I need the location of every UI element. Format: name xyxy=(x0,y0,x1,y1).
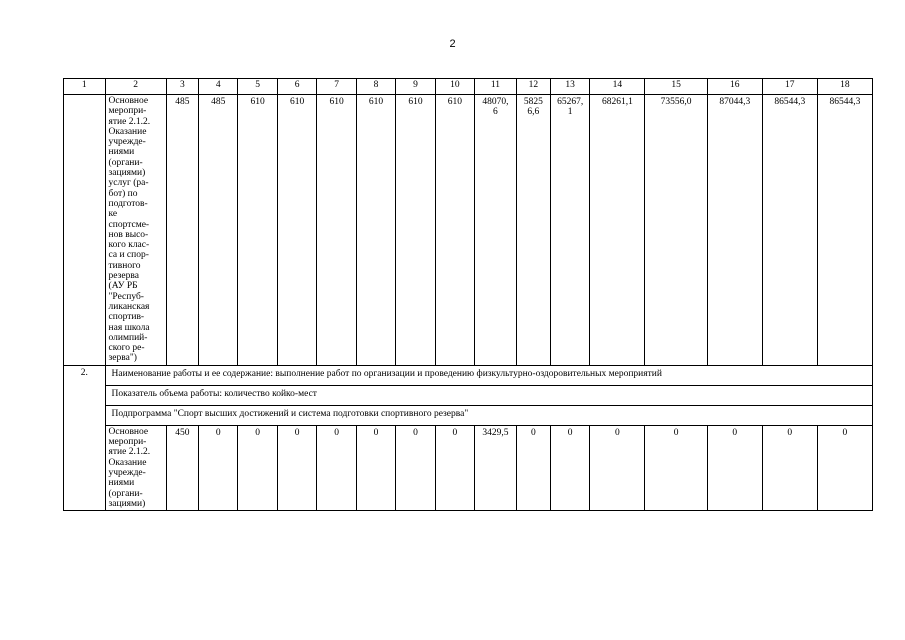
value-cell xyxy=(396,95,435,366)
name-line: кого клас- xyxy=(108,240,150,251)
name-line: (органи- xyxy=(108,488,143,499)
value-cell xyxy=(317,95,356,366)
value-text: 0 xyxy=(294,427,300,438)
value-cell xyxy=(817,95,872,366)
name-line: бот) по xyxy=(108,188,138,199)
name-line: ниями xyxy=(108,147,135,158)
name-line: Основное xyxy=(108,426,149,437)
value-cell xyxy=(550,95,589,366)
value-cell xyxy=(238,425,277,510)
value-cell xyxy=(277,425,316,510)
row-name xyxy=(105,95,166,366)
column-header: 6 xyxy=(277,79,316,95)
value-cell xyxy=(198,95,237,366)
column-header: 14 xyxy=(590,79,645,95)
name-line: спортсме- xyxy=(108,219,150,230)
value-cell xyxy=(238,95,277,366)
section-title-row xyxy=(64,365,873,385)
column-header: 10 xyxy=(435,79,474,95)
name-line: учрежде- xyxy=(108,467,146,478)
data-table xyxy=(63,78,873,511)
value-text: 0 xyxy=(255,427,261,438)
column-header: 9 xyxy=(396,79,435,95)
value-text: 0 xyxy=(732,427,738,438)
value-cell xyxy=(317,425,356,510)
name-line: ятие 2.1.2. xyxy=(108,447,151,458)
value-text: 86544,3 xyxy=(829,97,861,107)
table-row xyxy=(64,95,873,366)
value-text: 0 xyxy=(530,427,536,438)
value-text: 86544,3 xyxy=(774,97,806,107)
name-line: ная школа xyxy=(108,322,150,333)
name-line: подготов- xyxy=(108,198,148,209)
value-cell xyxy=(817,425,872,510)
value-text: 87044,3 xyxy=(719,97,751,107)
column-header: 15 xyxy=(645,79,707,95)
value-text: 3429,5 xyxy=(482,427,509,438)
value-text: 0 xyxy=(615,427,620,438)
name-line: ского ре- xyxy=(108,343,145,354)
value-text: 6,6 xyxy=(527,107,540,118)
value-text: 0 xyxy=(373,427,379,438)
value-text: 1 xyxy=(567,107,573,118)
column-header: 7 xyxy=(317,79,356,95)
name-line: тивного xyxy=(108,260,141,271)
value-text: 610 xyxy=(447,97,463,107)
value-text: 0 xyxy=(567,427,573,438)
column-header: 4 xyxy=(198,79,237,95)
value-text: 610 xyxy=(408,97,423,107)
value-text: 73556,0 xyxy=(660,97,692,107)
value-text: 0 xyxy=(215,427,221,438)
value-text: 48070, xyxy=(482,97,509,107)
value-cell xyxy=(475,425,517,510)
name-line: ятие 2.1.2. xyxy=(108,116,151,127)
name-line: резерва xyxy=(108,271,139,282)
subprogram-row xyxy=(64,405,873,425)
column-header: 11 xyxy=(475,79,517,95)
value-cell xyxy=(198,425,237,510)
value-cell xyxy=(707,425,762,510)
volume-indicator: Показатель объема работы: количество койко-мест xyxy=(105,385,872,405)
column-header: 5 xyxy=(238,79,277,95)
value-cell xyxy=(356,95,395,366)
table-row xyxy=(64,425,873,510)
name-line: Оказание xyxy=(108,126,147,137)
value-cell xyxy=(516,95,550,366)
name-line: Оказание xyxy=(108,457,147,468)
name-line: "Респуб- xyxy=(108,291,144,302)
column-header: 3 xyxy=(166,79,198,95)
value-text: 485 xyxy=(175,97,190,107)
value-cell xyxy=(707,95,762,366)
name-line: (АУ РБ xyxy=(108,281,138,292)
value-cell xyxy=(435,425,474,510)
name-line: ликанская xyxy=(108,301,150,312)
value-text: 0 xyxy=(787,427,793,438)
column-header: 13 xyxy=(550,79,589,95)
header-row xyxy=(64,79,873,95)
name-line: зерва") xyxy=(108,353,137,364)
value-cell xyxy=(762,425,817,510)
value-text: 0 xyxy=(452,427,458,438)
value-cell xyxy=(435,95,474,366)
row-index xyxy=(64,95,106,366)
name-line: са и спор- xyxy=(108,250,149,261)
value-cell xyxy=(550,425,589,510)
name-line: учрежде- xyxy=(108,137,146,148)
work-title: Наименование работы и ее содержание: выполнение работ по организации и проведению физкультурно-оздоровительных мероприятий xyxy=(105,365,872,385)
volume-indicator-row xyxy=(64,385,873,405)
column-header: 12 xyxy=(516,79,550,95)
value-text: 485 xyxy=(211,97,226,107)
name-line: спортив- xyxy=(108,312,145,323)
value-text: 6 xyxy=(493,107,498,118)
value-cell xyxy=(396,425,435,510)
value-text: 0 xyxy=(334,427,339,438)
name-line: меропри- xyxy=(108,106,147,117)
row-name xyxy=(105,425,166,510)
value-cell xyxy=(590,95,645,366)
name-line: олимпий- xyxy=(108,332,148,343)
column-header: 18 xyxy=(817,79,872,95)
value-text: 450 xyxy=(175,427,190,438)
value-text: 0 xyxy=(413,427,418,438)
name-line: меропри- xyxy=(108,437,147,448)
name-line: нов высо- xyxy=(108,229,149,240)
value-text: 5825 xyxy=(523,97,543,107)
name-line: Основное xyxy=(108,96,149,106)
value-text: 610 xyxy=(329,97,344,107)
name-line: зациями) xyxy=(108,168,146,179)
value-text: 0 xyxy=(673,427,679,438)
name-line: ке xyxy=(108,209,118,220)
name-line: ниями xyxy=(108,478,135,489)
value-text: 68261,1 xyxy=(601,97,633,107)
value-text: 610 xyxy=(289,97,305,107)
column-header: 17 xyxy=(762,79,817,95)
column-header: 16 xyxy=(707,79,762,95)
value-cell xyxy=(645,95,707,366)
page-number: 2 xyxy=(449,38,456,50)
name-line: услуг (ра- xyxy=(108,178,149,189)
value-cell xyxy=(166,95,198,366)
section-index: 2. xyxy=(64,365,106,510)
column-header: 8 xyxy=(356,79,395,95)
value-text: 610 xyxy=(250,97,265,107)
value-text: 65267, xyxy=(557,97,584,107)
value-cell xyxy=(166,425,198,510)
column-header: 1 xyxy=(64,79,106,95)
value-text: 0 xyxy=(842,427,848,438)
column-header: 2 xyxy=(105,79,166,95)
value-cell xyxy=(356,425,395,510)
value-cell xyxy=(516,425,550,510)
subprogram-title: Подпрограмма "Спорт высших достижений и система подготовки спортивного резерва" xyxy=(105,405,872,425)
value-cell xyxy=(475,95,517,366)
name-line: зациями) xyxy=(108,498,146,509)
value-cell xyxy=(762,95,817,366)
value-text: 610 xyxy=(368,97,384,107)
value-cell xyxy=(277,95,316,366)
value-cell xyxy=(590,425,645,510)
value-cell xyxy=(645,425,707,510)
name-line: (органи- xyxy=(108,157,143,168)
